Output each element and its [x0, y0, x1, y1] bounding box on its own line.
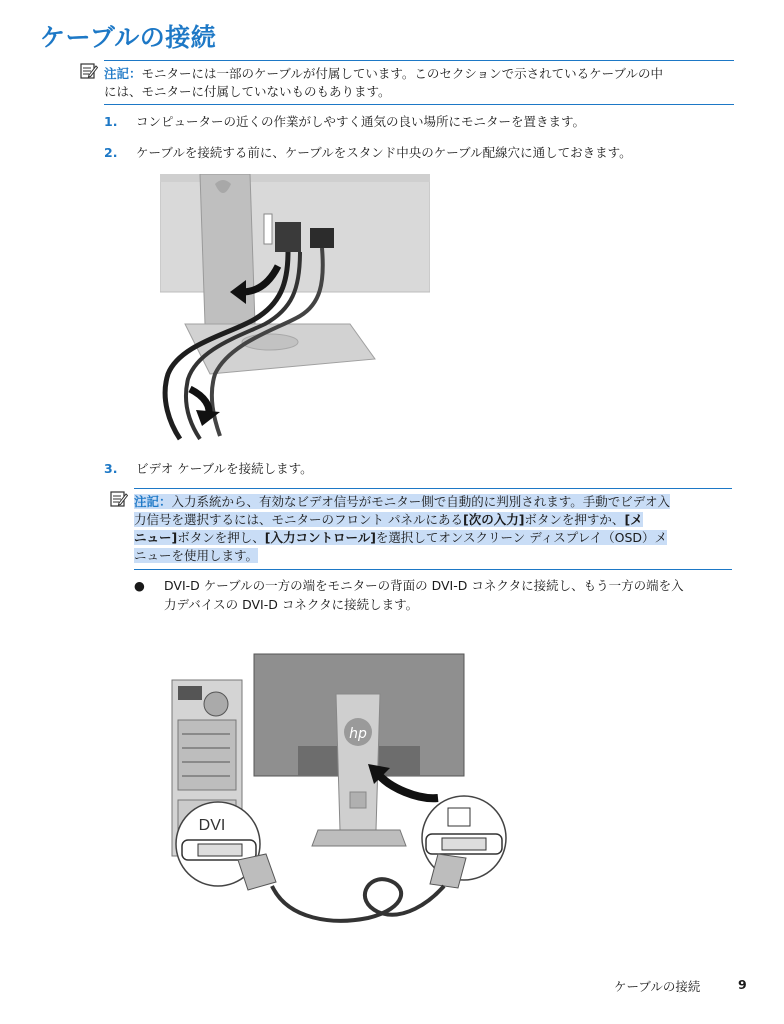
dvi-label: DVI	[198, 817, 226, 834]
step-text: ケーブルを接続する前に、ケーブルをスタンド中央のケーブル配線穴に通しておきます。	[136, 145, 632, 160]
note-label: 注記：	[104, 66, 142, 81]
dvi-cable	[272, 879, 444, 921]
step-3	[104, 460, 313, 478]
port-panel	[275, 222, 301, 252]
cable-routing-illustration	[160, 174, 430, 444]
note-text-line1: 入力系統から、有効なビデオ信号がモニター側で自動的に判別されます。手動でビデオ入	[171, 494, 671, 509]
menu-button-label: ニュー]	[134, 530, 178, 545]
step-1	[104, 113, 585, 131]
note-text: ボタンを押すか、	[524, 512, 625, 527]
note-text: ニューを使用します。	[134, 548, 259, 563]
note-box-cables	[104, 60, 734, 105]
step-text: コンピューターの近くの作業がしやすく通気の良い場所にモニターを置きます。	[136, 114, 586, 129]
dvi-connection-illustration	[168, 650, 568, 950]
step-2	[104, 144, 632, 162]
bullet-item-dvi	[134, 576, 734, 614]
note-text-line2: には、モニターに付属していないものもあります。	[104, 84, 391, 99]
step-number: 3.	[104, 461, 118, 476]
note-text: を選択してオンスクリーン ディスプレイ（OSD）メ	[375, 530, 668, 545]
dvi-connector-left	[238, 854, 276, 890]
page-number: 9	[738, 977, 747, 992]
input-control-label: [入力コントロール]	[264, 530, 376, 545]
step-number: 1.	[104, 114, 118, 129]
bullet-dot-icon: ●	[134, 578, 145, 593]
step-text: ビデオ ケーブルを接続します。	[136, 461, 313, 476]
bullet-text-line2: 力デバイスの DVI-D コネクタに接続します。	[164, 597, 419, 612]
page-title: ケーブルの接続	[40, 23, 217, 52]
step-number: 2.	[104, 145, 118, 160]
arrow-icon	[378, 774, 438, 798]
note-text-line1: モニターには一部のケーブルが付属しています。このセクションで示されているケーブルの中	[141, 66, 664, 81]
dvi-symbol-icon	[448, 808, 470, 826]
note-label: 注記：	[134, 494, 172, 509]
note-icon	[110, 491, 128, 507]
note-text: ボタンを押し、	[177, 530, 265, 545]
next-input-button-label: [次の入力]	[462, 512, 525, 527]
note-box-input-detection	[134, 488, 732, 570]
hp-logo-text: hp	[349, 726, 367, 742]
footer-title: ケーブルの接続	[614, 979, 701, 994]
menu-button-label: [メ	[624, 512, 643, 527]
bullet-text-line1: DVI-D ケーブルの一方の端をモニターの背面の DVI-D コネクタに接続し、もう一方の端を入	[164, 578, 684, 593]
fan-icon	[204, 692, 228, 716]
note-icon	[80, 63, 98, 79]
note-text: 力信号を選択するには、モニターのフロント パネルにある	[134, 512, 463, 527]
